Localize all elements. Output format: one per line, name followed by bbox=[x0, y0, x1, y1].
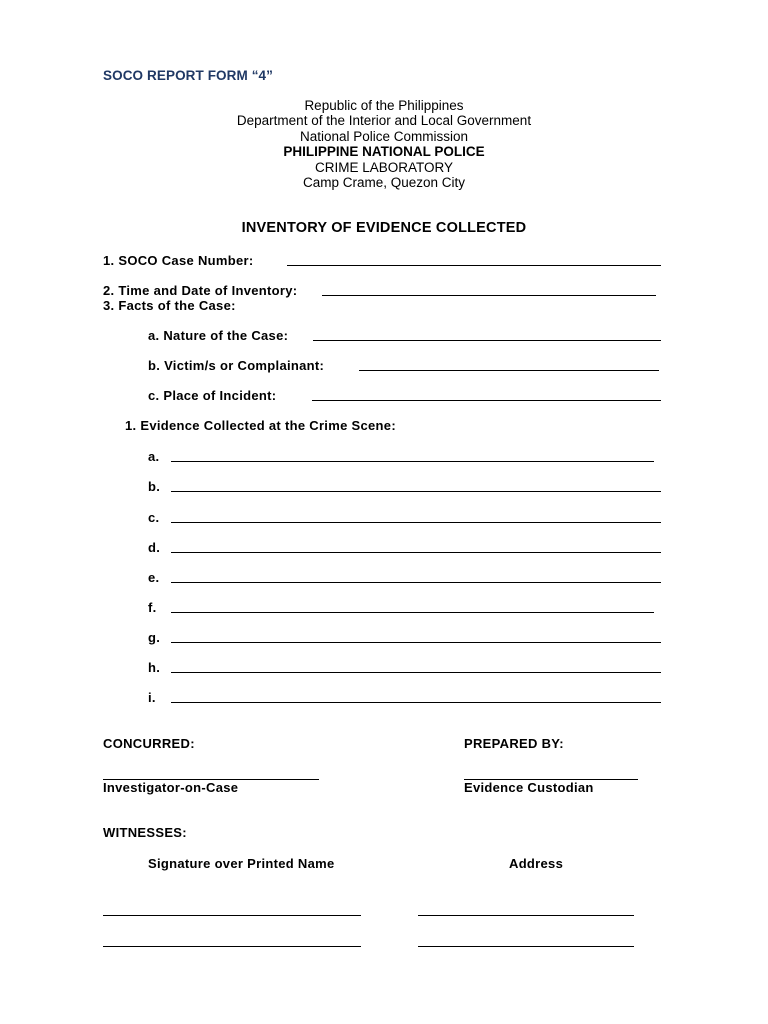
nature-label: a. Nature of the Case: bbox=[148, 328, 289, 343]
victim-field[interactable] bbox=[359, 370, 659, 371]
witness-signature-line[interactable] bbox=[103, 946, 361, 947]
evidence-item-field[interactable] bbox=[171, 552, 661, 553]
witness-address-line[interactable] bbox=[418, 946, 634, 947]
letterhead-pnp: PHILIPPINE NATIONAL POLICE bbox=[283, 144, 485, 160]
case-number-field[interactable] bbox=[287, 265, 661, 266]
letterhead-napolcom: National Police Commission bbox=[299, 128, 469, 144]
evidence-item-field[interactable] bbox=[171, 522, 661, 523]
evidence-item-field[interactable] bbox=[171, 491, 661, 492]
evidence-heading: 1. Evidence Collected at the Crime Scene: bbox=[125, 418, 396, 433]
witnesses-label: WITNESSES: bbox=[103, 825, 187, 840]
evidence-item-label: f. bbox=[148, 600, 157, 615]
case-number-label: 1. SOCO Case Number: bbox=[103, 253, 254, 268]
facts-label: 3. Facts of the Case: bbox=[103, 298, 236, 313]
evidence-item-label: i. bbox=[148, 690, 156, 705]
letterhead-dilg: Department of the Interior and Local Government bbox=[236, 113, 532, 129]
evidence-item-field[interactable] bbox=[171, 582, 661, 583]
prepared-by-label: PREPARED BY: bbox=[464, 736, 564, 751]
time-date-label: 2. Time and Date of Inventory: bbox=[103, 283, 298, 298]
evidence-item-label: b. bbox=[148, 479, 161, 494]
witness-signature-line[interactable] bbox=[103, 915, 361, 916]
witness-address-line[interactable] bbox=[418, 915, 634, 916]
evidence-item-label: d. bbox=[148, 540, 161, 555]
evidence-item-field[interactable] bbox=[171, 642, 661, 643]
witness-signature-heading: Signature over Printed Name bbox=[148, 856, 335, 871]
form-code: SOCO REPORT FORM “4” bbox=[103, 68, 274, 83]
letterhead bbox=[0, 98, 768, 190]
letterhead-republic: Republic of the Philippines bbox=[304, 98, 464, 113]
evidence-item-field[interactable] bbox=[171, 702, 661, 703]
evidence-item-field[interactable] bbox=[171, 612, 654, 613]
letterhead-address: Camp Crame, Quezon City bbox=[302, 175, 466, 191]
concurred-label: CONCURRED: bbox=[103, 736, 195, 751]
letterhead-crime-lab: CRIME LABORATORY bbox=[314, 159, 454, 175]
victim-label: b. Victim/s or Complainant: bbox=[148, 358, 325, 373]
document-title: INVENTORY OF EVIDENCE COLLECTED bbox=[241, 220, 527, 236]
custodian-caption: Evidence Custodian bbox=[464, 780, 594, 795]
investigator-caption: Investigator-on-Case bbox=[103, 780, 239, 795]
time-date-field[interactable] bbox=[322, 295, 656, 296]
evidence-item-label: e. bbox=[148, 570, 160, 585]
evidence-item-label: h. bbox=[148, 660, 161, 675]
evidence-item-label: a. bbox=[148, 449, 160, 464]
evidence-item-label: c. bbox=[148, 510, 160, 525]
place-field[interactable] bbox=[312, 400, 661, 401]
place-label: c. Place of Incident: bbox=[148, 388, 277, 403]
evidence-item-label: g. bbox=[148, 630, 161, 645]
evidence-item-field[interactable] bbox=[171, 461, 654, 462]
evidence-item-field[interactable] bbox=[171, 672, 661, 673]
nature-field[interactable] bbox=[313, 340, 661, 341]
witness-address-heading: Address bbox=[509, 856, 564, 871]
